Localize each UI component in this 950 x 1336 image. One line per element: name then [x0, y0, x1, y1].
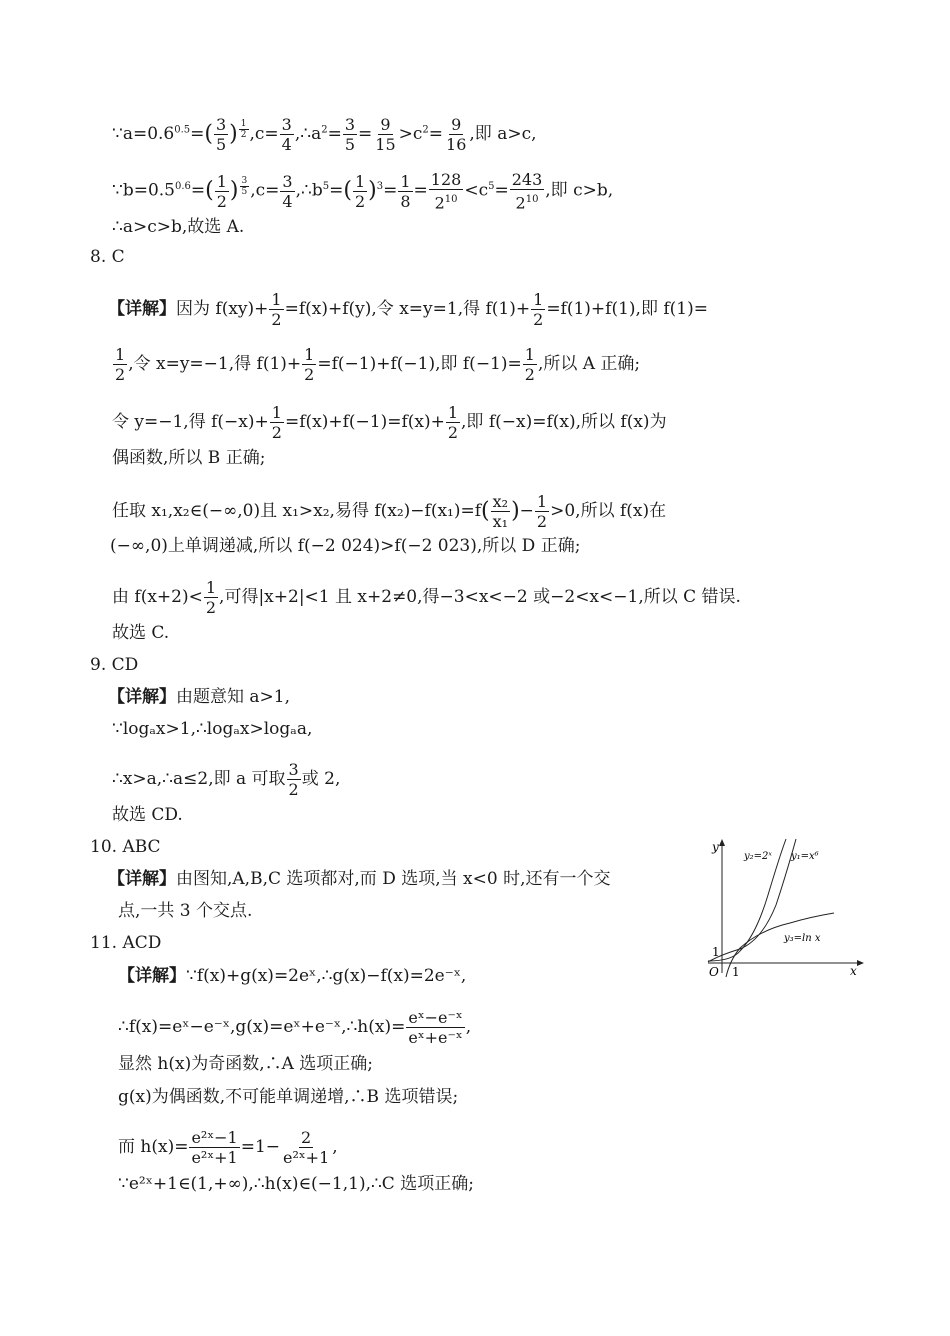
q11-line-1: 【详解】∵f(x)+g(x)=2eˣ,∴g(x)−f(x)=2e⁻ˣ, [118, 966, 467, 986]
x-tick-label: 1 [732, 965, 740, 979]
q11-line-3: 显然 h(x)为奇函数,∴A 选项正确; [118, 1054, 374, 1074]
question-10-answer: 10. ABC [90, 837, 161, 857]
q8-line-3: 令 y=−1,得 f(−x)+ $\frac{1}{2}$ =f(x)+f(−1)=f(x)+ $\frac{1}{2}$ ,即 f(−x)=f(x),所以 f(x)为 [112, 403, 667, 442]
q8-line-1: 【详解】因为 f(xy)+ $\frac{1}{2}$ =f(x)+f(y),令 x=y=1,得 f(1)+ $\frac{1}{2}$ =f(1)+f(1),即 f(1)= [108, 290, 708, 329]
q10-line-2: 点,一共 3 个交点. [118, 901, 253, 921]
q9-line-1: 【详解】由题意知 a>1, [108, 687, 291, 707]
function-graph-figure [700, 835, 870, 985]
question-11-answer: 11. ACD [90, 933, 162, 953]
label-y3: y₃=ln x [784, 933, 821, 944]
q9-line-2: ∵logₐx>1,∴logₐx>logₐa, [112, 719, 313, 739]
q11-line-4: g(x)为偶函数,不可能单调递增,∴B 选项错误; [118, 1087, 459, 1107]
q8-line-4: 偶函数,所以 B 正确; [112, 448, 266, 468]
q8-line-5: 任取 x₁,x₂∈(−∞,0)且 x₁>x₂,易得 f(x₂)−f(x₁)=f( $\frac{\text{x₂}}{\text{x₁}}$ )− $\frac{1}{2}$ >0,所以 f(x)在 [112, 492, 667, 531]
q9-line-3: ∴x>a,∴a≤2,即 a 可取 $\frac{3}{2}$ 或 2, [112, 760, 341, 799]
line-conclusion-7: ∴a>c>b,故选 A. [112, 217, 245, 237]
q8-line-8: 故选 C. [112, 623, 170, 643]
q11-line-6: ∵e²ˣ+1∈(1,+∞),∴h(x)∈(−1,1),∴C 选项正确; [118, 1174, 474, 1194]
x-axis-arrow [857, 960, 864, 966]
question-8-answer: 8. C [90, 247, 125, 267]
curve-y3-lnx [726, 913, 834, 977]
question-9-answer: 9. CD [90, 655, 139, 675]
q10-line-1: 【详解】由图知,A,B,C 选项都对,而 D 选项,当 x<0 时,还有一个交 [108, 869, 611, 889]
line-b-compare: $\because b=0.5^{0.6}=$( $\frac{1}{2}$ ) $^{\frac{3}{5}}$ ,c= $\frac{3}{4}$ $,\therefore b^5=$( $\frac{1}{2}$ )$^3$= $\frac{1}{8}$ = $\frac{128}{2^{10}}$ $<c^5=$ $\frac{243}{2^{10}}$ ,即 c>b, [112, 170, 614, 213]
q8-line-2: $\frac{1}{2}$ ,令 x=y=−1,得 f(1)+ $\frac{1}{2}$ =f(−1)+f(−1),即 f(−1)= $\frac{1}{2}$ ,所以 A 正确; [115, 345, 641, 384]
q11-line-5: 而 h(x)= $\frac{\text{e²ˣ−1}}{\text{e²ˣ+1}}$ =1− $\frac{2}{\text{e²ˣ+1}}$ , [118, 1128, 338, 1167]
y-axis-label: y [712, 840, 719, 854]
x-axis-label: x [850, 964, 857, 978]
label-y2: y₂=2ˣ [744, 851, 772, 862]
origin-label: O [709, 965, 719, 979]
q8-line-7: 由 f(x+2)< $\frac{1}{2}$ ,可得|x+2|<1 且 x+2≠0,得−3<x<−2 或−2<x<−1,所以 C 错误. [112, 578, 741, 617]
line-a-compare: $\because a=0.6^{0.5}=$( $\frac{3}{5}$ ) $^{\frac{1}{2}}$ ,c= $\frac{3}{4}$ $,\therefore a^2=$ $\frac{3}{5}$ = $\frac{9}{15}$ $>c^2=$ $\frac{9}{16}$ ,即 a>c, [112, 115, 537, 154]
y-axis-arrow [719, 839, 725, 846]
label-y1: y₁=x⁶ [791, 851, 819, 862]
q9-line-4: 故选 CD. [112, 805, 183, 825]
y-tick-label: 1 [712, 945, 720, 959]
q11-line-2: ∴f(x)=eˣ−e⁻ˣ,g(x)=eˣ+e⁻ˣ,∴h(x)= $\frac{\text{eˣ−e⁻ˣ}}{\text{eˣ+e⁻ˣ}}$ , [118, 1008, 472, 1047]
q8-line-6: (−∞,0)上单调递减,所以 f(−2 024)>f(−2 023),所以 D 正确; [110, 536, 581, 556]
